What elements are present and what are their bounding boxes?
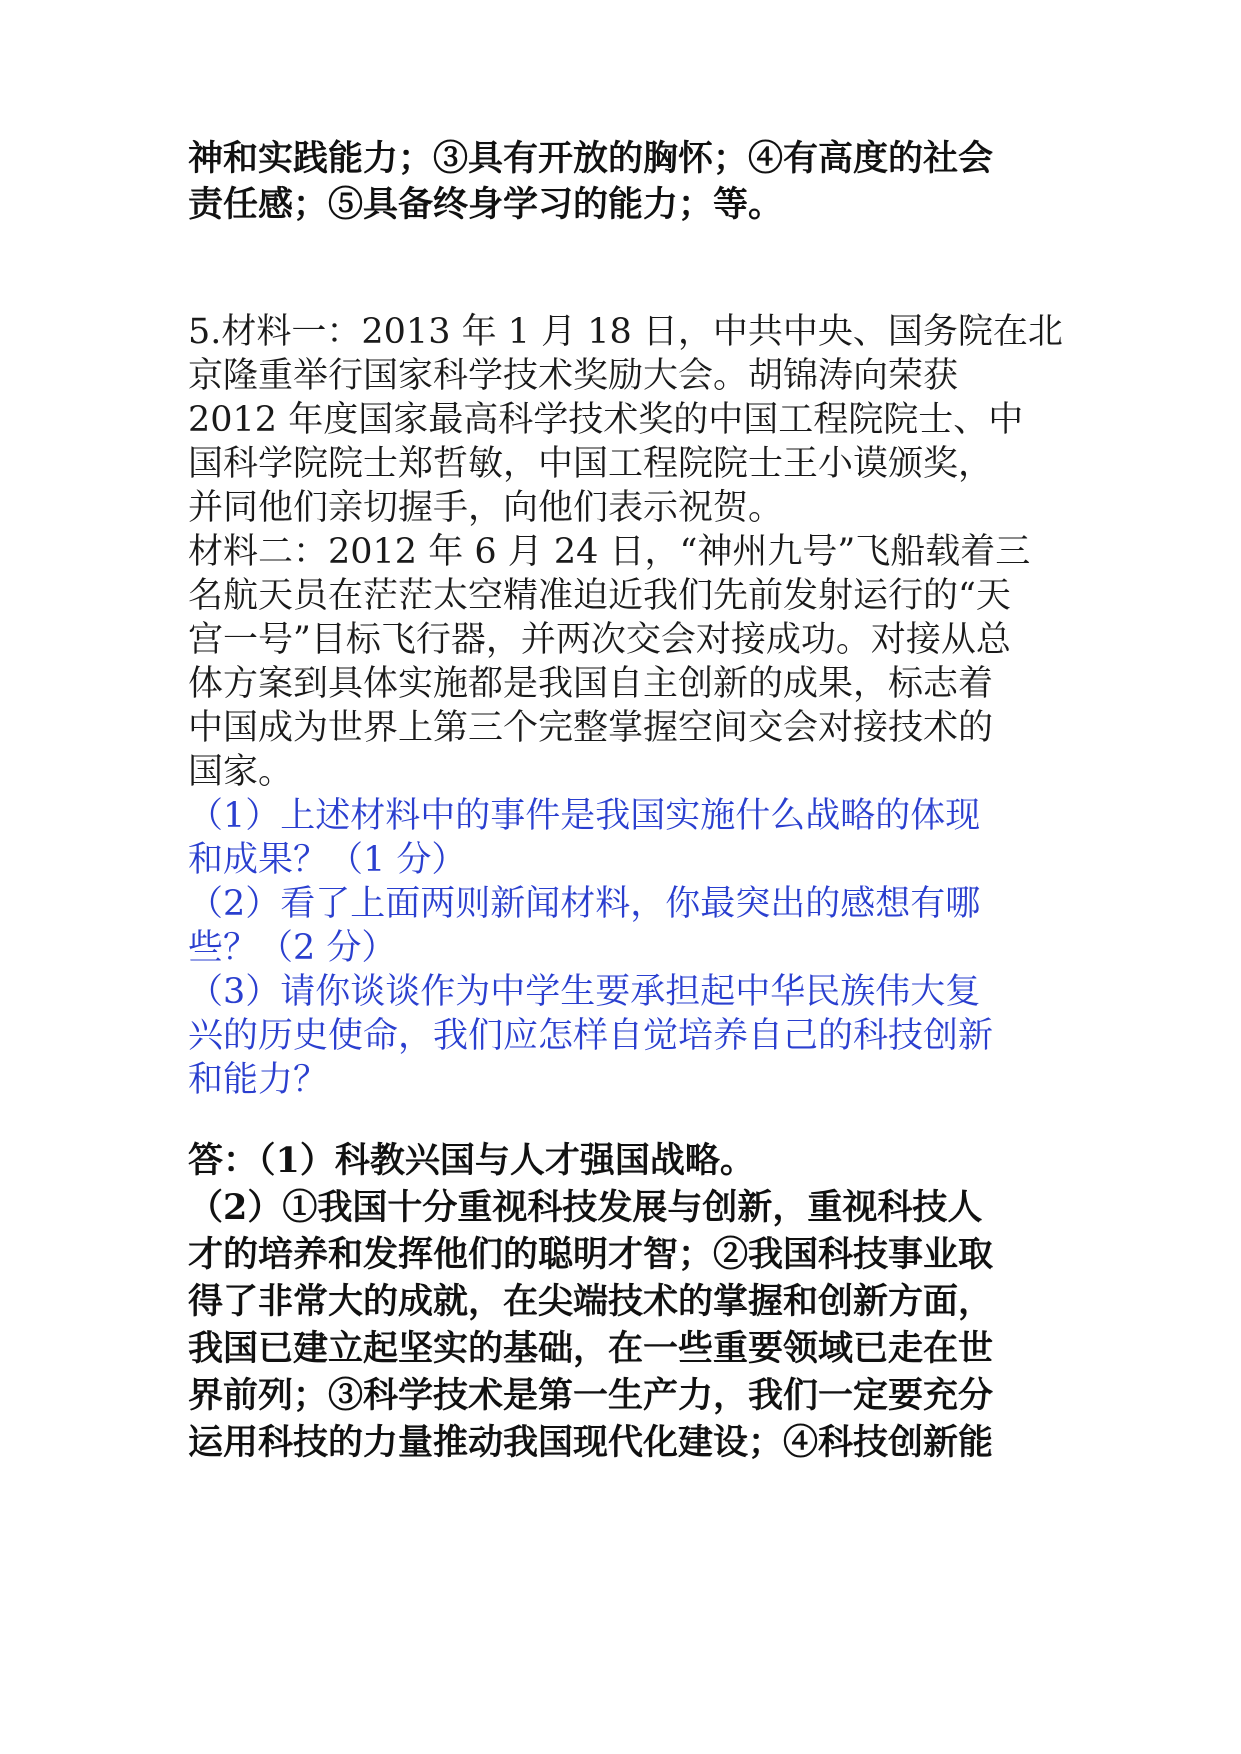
question-line-6: 兴的历史使命，我们应怎样自觉培养自己的科技创新	[188, 1016, 994, 1056]
question-line-1: （1）上述材料中的事件是我国实施什么战略的体现	[188, 796, 981, 836]
question-line-3: （2）看了上面两则新闻材料，你最突出的感想有哪	[188, 884, 981, 924]
material-line-10: 中国成为世界上第三个完整掌握空间交会对接技术的	[188, 708, 994, 748]
answer-prev-line-2: 责任感；⑤具备终身学习的能力；等。	[188, 184, 784, 225]
answer-prev-line-1: 神和实践能力；③具有开放的胸怀；④有高度的社会	[188, 138, 994, 179]
material-line-1: 5.材料一：2013 年 1 月 18 日，中共中央、国务院在北	[188, 312, 1063, 352]
material-line-9: 体方案到具体实施都是我国自主创新的成果，标志着	[188, 664, 994, 704]
answer-line-3: 才的培养和发挥他们的聪明才智；②我国科技事业取	[188, 1234, 994, 1275]
answer-line-1: 答：（1）科教兴国与人才强国战略。	[188, 1140, 755, 1181]
answer-line-6: 界前列；③科学技术是第一生产力，我们一定要充分	[188, 1375, 994, 1416]
material-line-3: 2012 年度国家最高科学技术奖的中国工程院院士、中	[188, 400, 1024, 440]
question-line-2: 和成果？（1 分）	[188, 840, 467, 880]
material-line-2: 京隆重举行国家科学技术奖励大会。胡锦涛向荣获	[188, 356, 959, 396]
material-line-7: 名航天员在茫茫太空精准迫近我们先前发射运行的“天	[188, 576, 1011, 616]
question-line-4: 些？（2 分）	[188, 928, 397, 968]
material-line-8: 宫一号”目标飞行器，并两次交会对接成功。对接从总	[188, 620, 1011, 660]
material-line-4: 国科学院院士郑哲敏，中国工程院院士王小谟颁奖，	[188, 444, 994, 484]
question-line-7: 和能力？	[188, 1060, 329, 1100]
answer-line-4: 得了非常大的成就，在尖端技术的掌握和创新方面，	[188, 1281, 994, 1322]
material-line-6: 材料二：2012 年 6 月 24 日，“神州九号”飞船载着三	[188, 532, 1031, 572]
material-line-11: 国家。	[188, 752, 294, 792]
material-line-5: 并同他们亲切握手，向他们表示祝贺。	[188, 488, 784, 528]
answer-line-5: 我国已建立起坚实的基础，在一些重要领域已走在世	[188, 1328, 994, 1369]
answer-line-2: （2）①我国十分重视科技发展与创新，重视科技人	[188, 1187, 983, 1228]
question-line-5: （3）请你谈谈作为中学生要承担起中华民族伟大复	[188, 972, 981, 1012]
answer-line-7: 运用科技的力量推动我国现代化建设；④科技创新能	[188, 1422, 994, 1463]
